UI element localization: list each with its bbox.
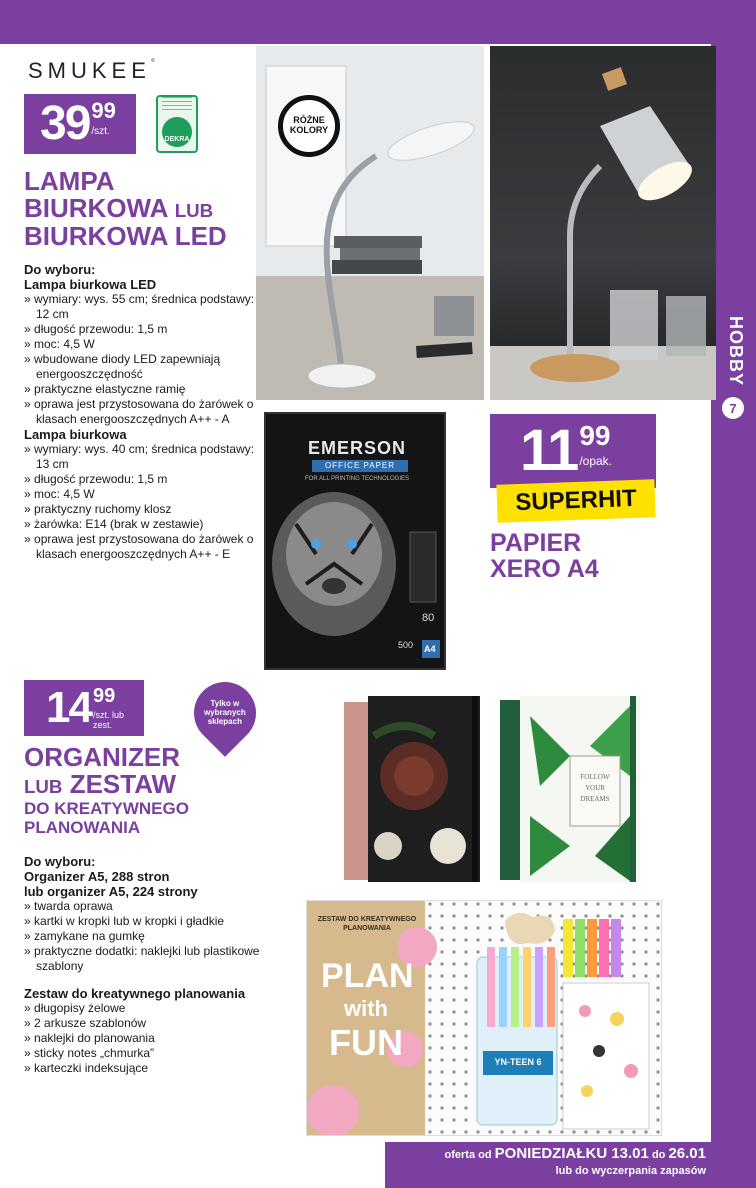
paper-weight: 80	[422, 612, 435, 624]
spec-item: » wbudowane diody LED zapewniają energooszczędność	[24, 352, 264, 382]
offer-footer: oferta od PONIEDZIAŁKU 13.01 do 26.01 lub do wyczerpania zapasów	[385, 1142, 756, 1188]
paper-box-photo	[264, 412, 446, 670]
paper-title: PAPIER XERO A4	[490, 529, 599, 584]
spec-item: » wymiary: wys. 55 cm; średnica podstawy: 12 cm	[24, 292, 264, 322]
spec-item: » długość przewodu: 1,5 m	[24, 322, 264, 337]
kit-with-text: with	[344, 996, 388, 1021]
page-number: 7	[722, 397, 744, 419]
desk-lamp-photo	[490, 46, 716, 400]
kit-fun-text: FUN	[329, 1022, 403, 1063]
paper-sub: OFFICE PAPER	[312, 460, 408, 472]
spec-item: » naklejki do planowania	[24, 1031, 284, 1046]
spec-item: » praktyczny ruchomy klosz	[24, 502, 264, 517]
lamp-title: LAMPA BIURKOWA LUB BIURKOWA LED	[24, 166, 227, 251]
paper-tag: FOR ALL PRINTING TECHNOLOGIES	[304, 476, 410, 482]
section-label: HOBBY	[726, 316, 746, 387]
spec-item: » twarda oprawa	[24, 899, 284, 914]
dekra-certificate-icon: DEKRA	[156, 95, 198, 153]
spec-item: » długość przewodu: 1,5 m	[24, 472, 264, 487]
paper-format: A4	[424, 644, 436, 654]
kit-plan-text: PLAN	[321, 957, 414, 995]
spec-item: » wymiary: wys. 40 cm; średnica podstawy: 13 cm	[24, 442, 264, 472]
spec-item: » moc: 4,5 W	[24, 487, 264, 502]
planning-kit-photo	[306, 900, 662, 1136]
kit-label: ZESTAW DO KREATYWNEGO PLANOWANIA	[317, 916, 417, 932]
organizer-specs: Do wyboru: Organizer A5, 288 stron lub organizer A5, 224 strony » twarda oprawa » kartki w kropki lub w kropki i gładkie » zamykane na gumkę » praktyczne dodatki: naklejki lub plastikowe szablony Zestaw do kreatywnego planowania » długopisy żelowe » 2 arkusze szablonów » naklejki do planowania » sticky notes „chmurka” » karteczki indeksujące	[24, 854, 284, 1076]
spec-item: » karteczki indeksujące	[24, 1061, 284, 1076]
paper-price-tag: 11 99 /opak.	[490, 414, 656, 488]
organizer-price-tag: 14 99 /szt. lub zest.	[24, 680, 144, 736]
spec-item: » oprawa jest przystosowana do żarówek o klasach energooszczędnych A++ - A	[24, 397, 264, 427]
notebook-quote: FOLLOW YOUR DREAMS	[580, 773, 610, 803]
spec-item: » długopisy żelowe	[24, 1001, 284, 1016]
brand-logo: SMUKEE°	[28, 58, 160, 83]
superhit-badge: SUPERHIT	[496, 479, 655, 522]
spec-item: » kartki w kropki lub w kropki i gładkie	[24, 914, 284, 929]
pen-brand: YN-TEEN 6	[494, 1057, 542, 1067]
organizer-title: ORGANIZER LUB ZESTAW DO KREATYWNEGO PLANOWANIA	[24, 742, 189, 838]
spec-item: » 2 arkusze szablonów	[24, 1016, 284, 1031]
paper-sheets: 500	[398, 640, 414, 650]
spec-item: » żarówka: E14 (brak w zestawie)	[24, 517, 264, 532]
lamp-price-tag: 39 99 /szt.	[24, 94, 136, 154]
floral-organizer-photo	[344, 696, 484, 884]
led-lamp-photo	[256, 46, 484, 400]
spec-item: » moc: 4,5 W	[24, 337, 264, 352]
spec-item: » oprawa jest przystosowana do żarówek o klasach energooszczędnych A++ - E	[24, 532, 264, 562]
spec-item: » praktyczne elastyczne ramię	[24, 382, 264, 397]
top-band	[0, 0, 756, 44]
lamp-specs: Do wyboru: Lampa biurkowa LED » wymiary: wys. 55 cm; średnica podstawy: 12 cm » długość przewodu: 1,5 m » moc: 4,5 W » wbudowane diody LED zapewniają energooszczędność » praktyczne elastyczne ramię » oprawa jest przystosowana do żarówek o klasach energooszczędnych A++ - A Lampa biurkowa » wymiary: wys. 40 cm; średnica podstawy: 13 cm » długość przewodu: 1,5 m » moc: 4,5 W » praktyczny ruchomy klosz » żarówka: E14 (brak w zestawie) » oprawa jest przystosowana do żarówek o klasach energooszczędnych A++ - E	[24, 262, 264, 562]
leaf-organizer-photo	[500, 696, 644, 884]
spec-item: » praktyczne dodatki: naklejki lub plastikowe szablony	[24, 944, 284, 974]
spec-item: » sticky notes „chmurka”	[24, 1046, 284, 1061]
store-availability-badge: Tylko w wybranych sklepach	[181, 669, 269, 757]
paper-brand: EMERSON	[307, 438, 406, 458]
side-band	[711, 44, 756, 1188]
spec-item: » zamykane na gumkę	[24, 929, 284, 944]
colors-badge: RÓŻNE KOLORY	[278, 95, 340, 157]
